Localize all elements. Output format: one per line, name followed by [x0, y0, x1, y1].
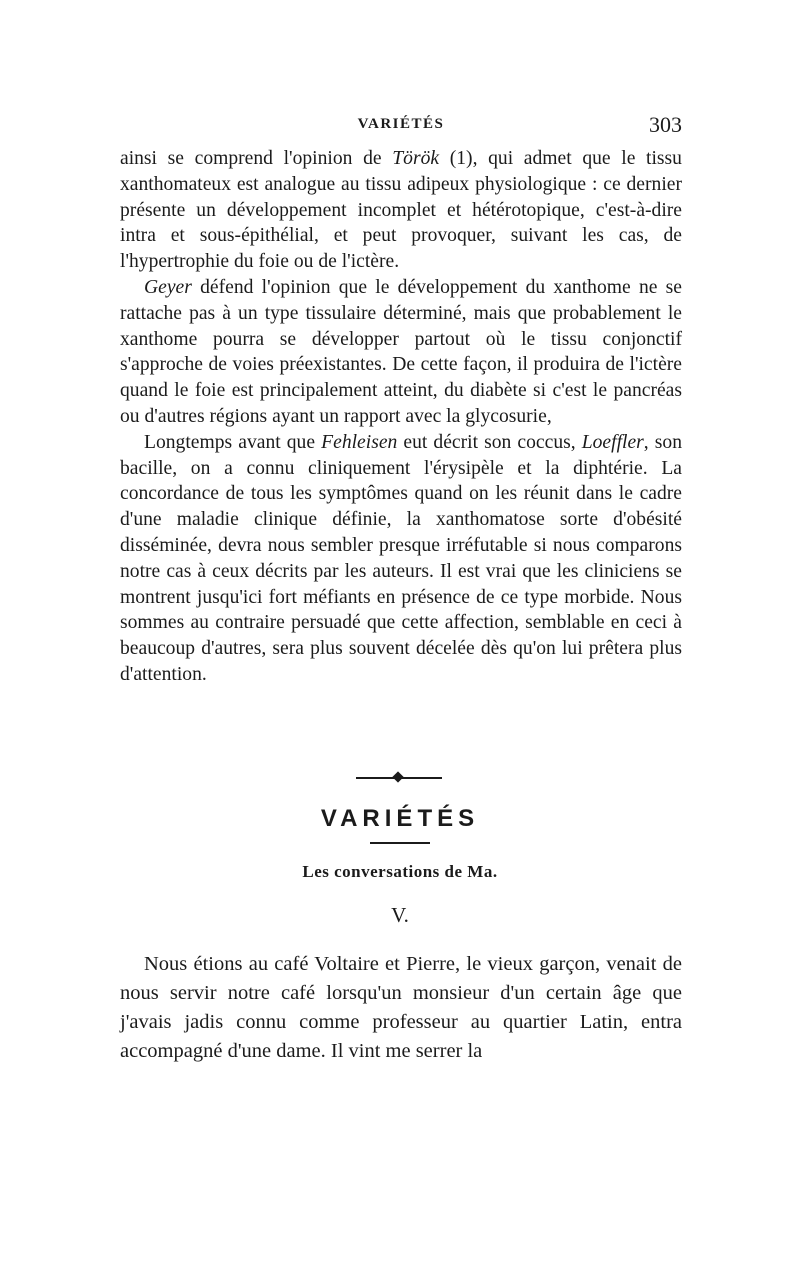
paragraph-1: [120, 146, 682, 275]
paragraph-1-seg-2: (1), qui admet que le tissu xanthomateux est analogue au tissu adipeux physiologique : ce dernier présente un développement incomplet et hétérotopique, c'est-à-dire intra et sous-épithélial, et peut provoquer, suivant les cas, de l'hypertrophie du foie ou de l'ictère.: [120, 148, 682, 273]
ornament-divider: [356, 772, 442, 784]
paragraph-1-seg-0: ainsi se comprend l'opinion de: [120, 148, 393, 169]
page-number: 303: [649, 112, 682, 137]
paragraph-4-seg-0: Nous étions au café Voltaire et Pierre, le vieux garçon, venait de nous servir notre café lorsqu'un monsieur d'un certain âge que j'avais jadis connu comme professeur au quartier Latin, entra accompagné d'une dame. Il vint me serrer la: [120, 953, 682, 1062]
author-torok: Török: [392, 148, 440, 169]
body-text-2: [120, 950, 682, 1066]
chapter-number: V.: [391, 903, 409, 927]
paragraph-2: [120, 275, 682, 430]
paragraph-4: [120, 950, 682, 1066]
ornament-diamond-icon: [392, 771, 403, 782]
paragraph-2-seg-1: défend l'opinion que le développement du xanthome ne se rattache pas à un type tissulaire déterminé, mais que probablement le xanthome pourra se développer partout où le tissu conjonctif s'approche de voies préexistantes. De cette façon, il produira de l'ictère quand le foie est principalement atteint, du diabète si c'est le pancréas ou d'autres régions ayant un rapport avec la glycosurie,: [120, 276, 682, 427]
paragraph-3-seg-4: , son bacille, on a connu cliniquement l'érysipèle et la diphtérie. La concordance de tous les symptômes quand on les réunit dans le cadre d'une maladie clinique définie, la xanthomatose sorte d'obésité disséminée, devra nous sembler presque irréfutable si nous comparons notre cas à ceux décrits par les auteurs. Il est vrai que les cliniciens se montrent jusqu'ici fort méfiants en présence de ce type morbide. Nous sommes au contraire persuadé que cette affection, semblable en ceci à beaucoup d'autres, sera plus souvent décelée dès qu'on lui prêtera plus d'attention.: [120, 431, 682, 685]
section-rule: [370, 842, 430, 844]
paragraph-3-seg-2: eut décrit son coccus,: [397, 431, 582, 453]
running-head: [120, 112, 682, 142]
section-subtitle: Les conversations de Ma.: [302, 862, 498, 881]
author-fehleisen: Fehleisen: [321, 431, 398, 453]
body-text: [120, 146, 682, 688]
author-loeffler: Loeffler: [581, 431, 644, 453]
section-title: VARIÉTÉS: [320, 805, 480, 832]
paragraph-3: [120, 430, 682, 688]
author-geyer: Geyer: [144, 276, 192, 298]
paragraph-3-seg-0: Longtemps avant que: [144, 431, 322, 453]
running-title: VARIÉTÉS: [357, 116, 445, 132]
